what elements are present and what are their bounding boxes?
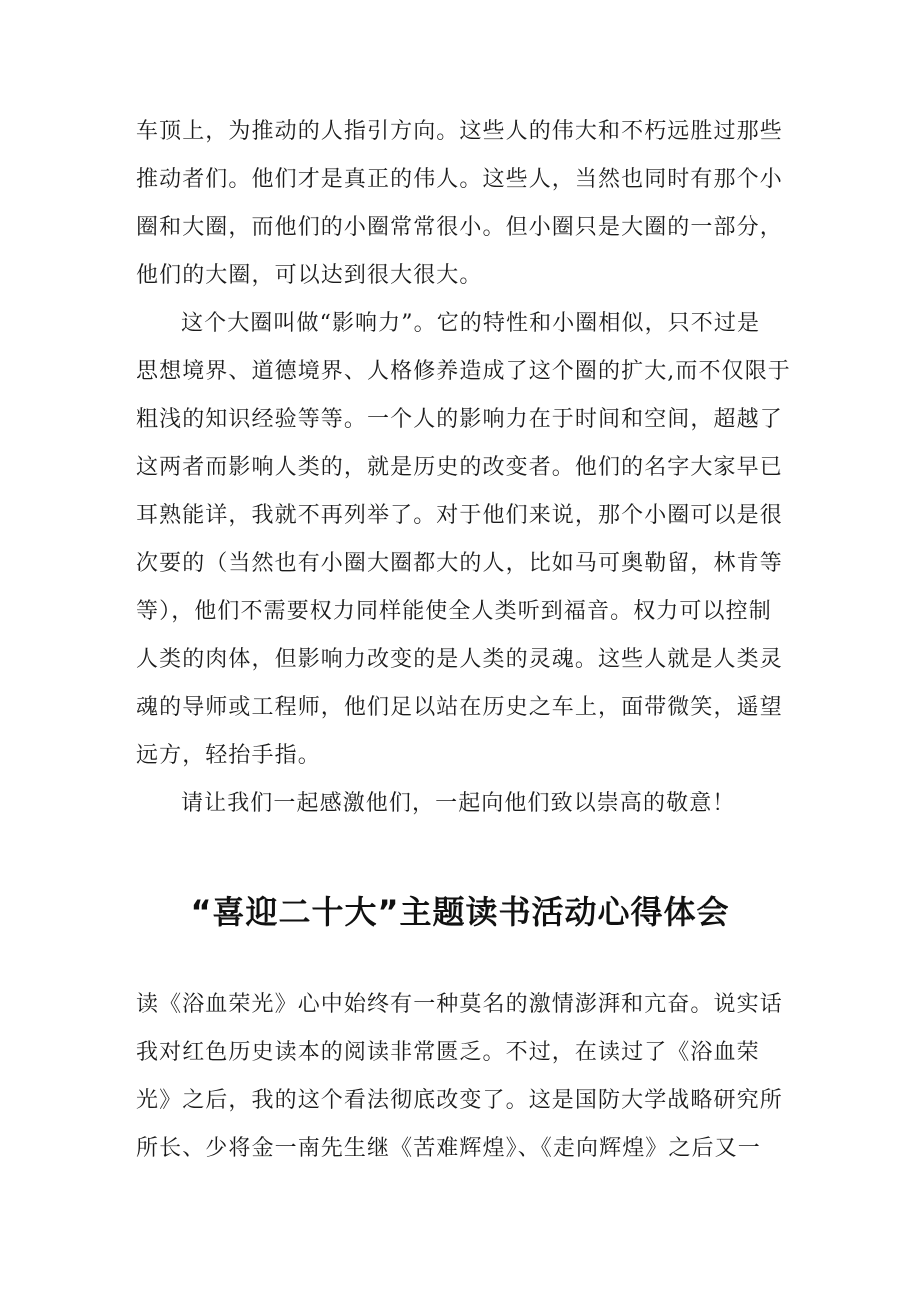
text-line: 这个大圈叫做“影响力”。它的特性和小圈相似，只不过是	[181, 311, 761, 336]
text-line: 光》之后，我的这个看法彻底改变了。这是国防大学战略研究所	[136, 1088, 783, 1113]
text-line: 远方，轻抬手指。	[136, 743, 321, 768]
text-line: 人类的肉体，但影响力改变的是人类的灵魂。这些人就是人类灵	[136, 647, 783, 672]
text-line: 圈和大圈，而他们的小圈常常很小。但小圈只是大圈的一部分，	[136, 215, 783, 240]
text-line: 我对红色历史读本的阅读非常匮乏。不过，在读过了《浴血荣	[136, 1040, 760, 1065]
text-line: 这两者而影响人类的，就是历史的改变者。他们的名字大家早已	[136, 455, 783, 480]
essay-2-title: “喜迎二十大”主题读书活动心得体会	[190, 893, 730, 931]
text-line: 粗浅的知识经验等等。一个人的影响力在于时间和空间，超越了	[136, 407, 783, 432]
text-line: 所长、少将金一南先生继《苦难辉煌》、《走向辉煌》之后又一	[136, 1136, 761, 1161]
text-line: 读《浴血荣光》心中始终有一种莫名的激情澎湃和亢奋。说实话	[136, 992, 783, 1017]
text-line: 他们的大圈，可以达到很大很大。	[136, 263, 483, 288]
text-line: 推动者们。他们才是真正的伟人。这些人，当然也同时有那个小	[136, 167, 783, 192]
text-line: 耳熟能详，我就不再列举了。对于他们来说，那个小圈可以是很	[136, 503, 783, 528]
text-line: 思想境界、道德境界、人格修养造成了这个圈的扩大,而不仅限于	[136, 359, 791, 384]
text-line: 车顶上，为推动的人指引方向。这些人的伟大和不朽远胜过那些	[136, 119, 783, 144]
text-line: 请让我们一起感激他们，一起向他们致以崇高的敬意！	[181, 791, 736, 816]
text-line: 魂的导师或工程师，他们足以站在历史之车上，面带微笑，遥望	[136, 695, 783, 720]
text-line: 等），他们不需要权力同样能使全人类听到福音。权力可以控制	[136, 599, 772, 624]
text-line: 次要的（当然也有小圈大圈都大的人，比如马可奥勒留，林肯等	[136, 551, 783, 576]
